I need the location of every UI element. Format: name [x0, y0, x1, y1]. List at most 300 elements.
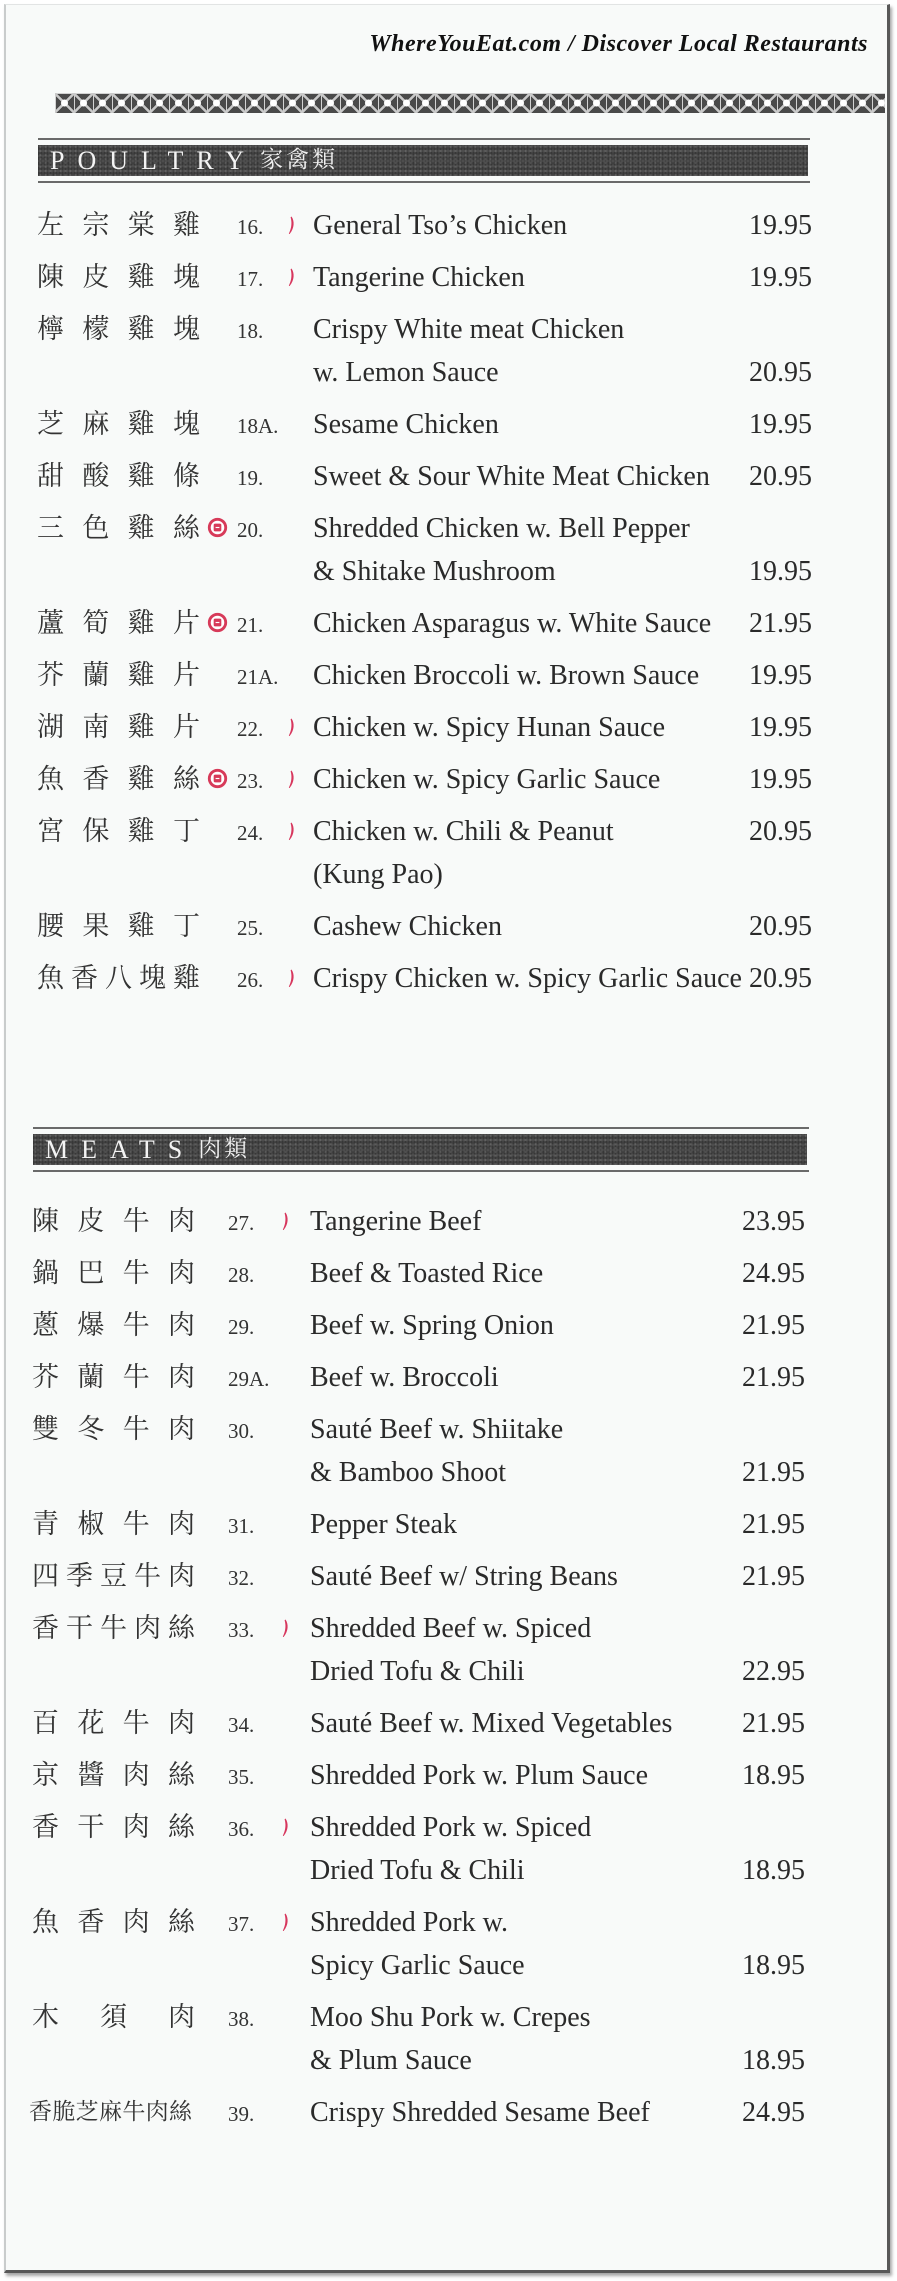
menu-item-29 [32, 1299, 805, 1351]
chinese-character: 色 [82, 512, 110, 544]
item-price: 21.95 [742, 1707, 805, 1739]
chinese-character: 花 [77, 1707, 105, 1739]
item-name-line: Tangerine Chicken [313, 261, 525, 293]
item-name-line: (Kung Pao) [313, 858, 443, 890]
item-name-line: Shredded Chicken w. Bell Pepper [313, 512, 690, 544]
chinese-character: 麻 [82, 408, 110, 440]
chinese-character: 肉 [122, 1759, 150, 1791]
item-price: 20.95 [749, 815, 812, 847]
item-number: 23. [237, 768, 264, 793]
chinese-character: 芥 [37, 659, 64, 691]
chinese-character: 宗 [82, 209, 110, 241]
chinese-character: 皮 [82, 261, 110, 293]
item-name-line: Sauté Beef w. Mixed Vegetables [310, 1707, 673, 1739]
item-name [310, 1996, 805, 2082]
item-number: 24. [237, 820, 264, 845]
item-name-line: Shredded Pork w. Plum Sauce [310, 1759, 649, 1791]
item-number: 21. [237, 612, 264, 637]
menu-item-30 [32, 1403, 805, 1498]
chinese-character: 牛 [100, 1612, 127, 1644]
item-price: 20.95 [749, 910, 812, 942]
item-number: 21A. [237, 664, 279, 689]
header-rule-bottom [38, 181, 810, 183]
chinese-character: 椒 [77, 1508, 105, 1540]
item-name [310, 1408, 805, 1494]
chinese-character: 香 [32, 1612, 59, 1644]
item-price: 18.95 [742, 1759, 805, 1791]
item-name [313, 256, 812, 299]
site-title: WhereYouEat.com / Discover Local Restaurants [369, 31, 868, 57]
item-name [313, 204, 812, 247]
item-chinese-name [37, 507, 200, 550]
menu-item-24 [37, 805, 812, 900]
chinese-character: 肉 [167, 1257, 195, 1289]
chinese-character: 肉 [167, 1413, 195, 1445]
menu-item-37 [32, 1896, 805, 1991]
chinese-character: 果 [82, 910, 110, 942]
chinese-character: 香 [29, 2098, 52, 2125]
item-name [313, 905, 812, 948]
item-name [313, 758, 812, 801]
item-name-line: & Plum Sauce [310, 2044, 472, 2076]
item-price: 18.95 [742, 1854, 805, 1886]
menu-item-18a [37, 398, 812, 450]
item-name [313, 957, 812, 1000]
item-name [313, 810, 812, 896]
item-name-line: & Shitake Mushroom [313, 555, 556, 587]
item-chinese-name [37, 256, 200, 299]
item-chinese-name [37, 654, 200, 697]
chinese-character: 蘆 [37, 607, 64, 639]
chinese-character: 牛 [122, 2098, 146, 2125]
chinese-character: 雞 [172, 209, 200, 241]
item-chinese-name [37, 455, 200, 498]
chinese-character: 三 [37, 512, 64, 544]
chili-pepper-icon [287, 968, 295, 988]
chinese-character: 京 [32, 1759, 59, 1791]
item-chinese-name [37, 308, 200, 351]
chinese-character: 酸 [82, 460, 110, 492]
chinese-character: 條 [172, 460, 200, 492]
item-name [313, 602, 812, 645]
chili-pepper-icon [287, 215, 295, 235]
chinese-character: 絲 [168, 1612, 195, 1644]
item-number: 33. [228, 1617, 255, 1642]
item-price: 19.95 [749, 261, 812, 293]
item-chinese-name [37, 957, 200, 1000]
menu-item-22 [37, 701, 812, 753]
chinese-character: 雙 [32, 1413, 59, 1445]
item-name-line: Sauté Beef w. Shiitake [310, 1413, 564, 1445]
chinese-character: 百 [32, 1707, 59, 1739]
menu-item-25 [37, 900, 812, 952]
item-name [310, 1304, 805, 1347]
item-chinese-name [32, 1607, 195, 1650]
chinese-character: 片 [172, 711, 200, 743]
item-name [310, 1754, 805, 1797]
item-name-line: Moo Shu Pork w. Crepes [310, 2001, 591, 2033]
item-number: 17. [237, 266, 264, 291]
chinese-character: 肉 [167, 1361, 195, 1393]
chinese-character: 雞 [127, 910, 155, 942]
red-circle-special-icon [207, 768, 228, 789]
chinese-character: 肉 [167, 1707, 195, 1739]
item-name-line: & Bamboo Shoot [310, 1456, 507, 1488]
chinese-character: 丁 [172, 910, 200, 942]
item-name [310, 1607, 805, 1693]
section-title-en: POULTRY [50, 146, 258, 175]
menu-item-38 [32, 1991, 805, 2086]
chinese-character: 醬 [77, 1759, 105, 1791]
item-chinese-name [37, 403, 200, 446]
item-price: 22.95 [742, 1655, 805, 1687]
item-chinese-name [32, 1356, 195, 1399]
chinese-character: 木 [32, 2001, 59, 2033]
chinese-character: 芝 [37, 408, 64, 440]
item-name-line: Beef w. Spring Onion [310, 1309, 554, 1341]
item-chinese-name [29, 2091, 192, 2134]
chinese-character: 腰 [37, 910, 64, 942]
item-name [310, 2091, 805, 2134]
item-name-line: Chicken w. Spicy Garlic Sauce [313, 763, 661, 795]
chinese-character: 香 [77, 1906, 105, 1938]
chinese-character: 肉 [167, 1508, 195, 1540]
chinese-character: 牛 [122, 1309, 150, 1341]
chinese-character: 絲 [167, 1906, 195, 1938]
menu-item-34 [32, 1697, 805, 1749]
chinese-character: 牛 [122, 1707, 150, 1739]
chinese-character: 保 [82, 815, 110, 847]
item-name-line: Spicy Garlic Sauce [310, 1949, 525, 1981]
item-price: 21.95 [749, 607, 812, 639]
item-number: 35. [228, 1764, 255, 1789]
item-price: 24.95 [742, 2096, 805, 2128]
item-name [310, 1503, 805, 1546]
chinese-character: 香 [82, 763, 110, 795]
item-chinese-name [37, 204, 200, 247]
item-name [313, 507, 812, 593]
menu-item-33 [32, 1602, 805, 1697]
header-banner [38, 145, 808, 176]
chinese-character: 雞 [127, 261, 155, 293]
chinese-character: 筍 [82, 607, 110, 639]
item-number: 18. [237, 318, 264, 343]
item-number: 25. [237, 915, 264, 940]
item-chinese-name [32, 1304, 195, 1347]
chinese-character: 肉 [122, 1906, 150, 1938]
chinese-character: 左 [37, 209, 64, 241]
chinese-character: 肉 [168, 1560, 195, 1592]
item-chinese-name [32, 1702, 195, 1745]
header-rule-top [33, 1127, 809, 1129]
section-title-en: MEATS [45, 1135, 196, 1164]
chinese-character: 雞 [127, 711, 155, 743]
item-name-line: Beef w. Broccoli [310, 1361, 499, 1393]
item-price: 19.95 [749, 209, 812, 241]
item-number: 38. [228, 2006, 255, 2031]
chili-pepper-icon [281, 1211, 289, 1231]
chinese-character: 八 [105, 962, 132, 994]
menu-item-19 [37, 450, 812, 502]
item-price: 21.95 [742, 1508, 805, 1540]
item-name [310, 1200, 805, 1243]
menu-item-32 [32, 1550, 805, 1602]
item-chinese-name [37, 758, 200, 801]
item-number: 32. [228, 1565, 255, 1590]
chinese-character: 絲 [172, 763, 200, 795]
item-chinese-name [37, 905, 200, 948]
chinese-character: 檸 [37, 313, 64, 345]
menu-item-26 [37, 952, 812, 1004]
chinese-character: 牛 [134, 1560, 161, 1592]
item-name-line: Sweet & Sour White Meat Chicken [313, 460, 710, 492]
chinese-character: 魚 [32, 1906, 59, 1938]
section-title-zh: 肉類 [198, 1136, 251, 1162]
chinese-character: 塊 [172, 408, 200, 440]
chinese-character: 須 [100, 2001, 127, 2033]
chinese-character: 牛 [122, 1508, 150, 1540]
item-price: 19.95 [749, 659, 812, 691]
chinese-character: 四 [32, 1560, 59, 1592]
item-chinese-name [32, 1754, 195, 1797]
item-number: 34. [228, 1712, 255, 1737]
item-name [313, 706, 812, 749]
chinese-character: 青 [32, 1508, 59, 1540]
item-name [313, 654, 812, 697]
item-number: 28. [228, 1262, 255, 1287]
item-name-line: Beef & Toasted Rice [310, 1257, 544, 1289]
chinese-character: 片 [172, 659, 200, 691]
menu-item-16 [37, 199, 812, 251]
item-price: 18.95 [742, 2044, 805, 2076]
chinese-character: 香 [71, 962, 98, 994]
item-name [313, 308, 812, 394]
item-number: 22. [237, 716, 264, 741]
chinese-character: 塊 [172, 261, 200, 293]
chinese-character: 雞 [127, 460, 155, 492]
chinese-character: 脆 [52, 2098, 76, 2125]
item-number: 36. [228, 1816, 255, 1841]
item-name-line: Crispy Chicken w. Spicy Garlic Sauce [313, 962, 742, 994]
meats-items-list [29, 1195, 805, 2138]
item-chinese-name [32, 1200, 195, 1243]
chinese-character: 豆 [100, 1560, 127, 1592]
item-price: 19.95 [749, 555, 812, 587]
item-price: 21.95 [742, 1309, 805, 1341]
item-name-line: General Tso’s Chicken [313, 209, 568, 241]
item-price: 19.95 [749, 711, 812, 743]
decorative-border-band [55, 93, 885, 113]
item-chinese-name [32, 1996, 195, 2039]
menu-item-39 [29, 2086, 805, 2138]
chinese-character: 干 [77, 1811, 105, 1843]
item-price: 21.95 [742, 1560, 805, 1592]
chinese-character: 檬 [82, 313, 110, 345]
item-chinese-name [32, 1503, 195, 1546]
chili-pepper-icon [287, 267, 295, 287]
item-number: 18A. [237, 413, 279, 438]
item-number: 39. [228, 2101, 255, 2126]
item-name [310, 1901, 805, 1987]
chinese-character: 芥 [32, 1361, 59, 1393]
header-rule-bottom [33, 1170, 809, 1172]
chinese-character: 肉 [122, 1811, 150, 1843]
chinese-character: 雞 [127, 815, 155, 847]
chinese-character: 肉 [168, 2001, 195, 2033]
item-price: 19.95 [749, 763, 812, 795]
poultry-section-header [38, 138, 810, 183]
item-name [310, 1702, 805, 1745]
chinese-character: 蘭 [82, 659, 110, 691]
chinese-character: 湖 [37, 711, 64, 743]
chinese-character: 蔥 [32, 1309, 59, 1341]
chinese-character: 干 [66, 1612, 93, 1644]
item-name [310, 1252, 805, 1295]
chinese-character: 南 [82, 711, 110, 743]
chinese-character: 雞 [127, 763, 155, 795]
item-name-line: Dried Tofu & Chili [310, 1854, 525, 1886]
item-price: 20.95 [749, 460, 812, 492]
menu-item-36 [32, 1801, 805, 1896]
item-chinese-name [37, 706, 200, 749]
item-name-line: Tangerine Beef [310, 1205, 482, 1237]
item-number: 29A. [228, 1366, 270, 1391]
section-title-zh: 家禽類 [260, 147, 339, 173]
chinese-character: 肉 [134, 1612, 161, 1644]
menu-item-18 [37, 303, 812, 398]
chinese-character: 芝 [75, 2098, 99, 2125]
item-name-line: Cashew Chicken [313, 910, 502, 942]
chinese-character: 皮 [77, 1205, 105, 1237]
item-name-line: Chicken w. Spicy Hunan Sauce [313, 711, 665, 743]
menu-item-29a [32, 1351, 805, 1403]
chinese-character: 絲 [172, 512, 200, 544]
item-name-line: Chicken Asparagus w. White Sauce [313, 607, 712, 639]
chili-pepper-icon [281, 1817, 289, 1837]
item-name [313, 455, 812, 498]
item-chinese-name [32, 1901, 195, 1944]
chinese-character: 季 [66, 1560, 93, 1592]
item-number: 27. [228, 1210, 255, 1235]
chinese-character: 宮 [37, 815, 64, 847]
item-chinese-name [32, 1555, 195, 1598]
chinese-character: 魚 [37, 962, 64, 994]
menu-item-27 [32, 1195, 805, 1247]
item-number: 26. [237, 967, 264, 992]
item-name-line: Dried Tofu & Chili [310, 1655, 525, 1687]
item-price: 18.95 [742, 1949, 805, 1981]
item-number: 29. [228, 1314, 255, 1339]
item-price: 21.95 [742, 1361, 805, 1393]
chinese-character: 雞 [127, 512, 155, 544]
chinese-character: 魚 [37, 763, 64, 795]
item-chinese-name [37, 810, 200, 853]
chili-pepper-icon [281, 1618, 289, 1638]
item-name-line: Shredded Pork w. Spiced [310, 1811, 592, 1843]
chinese-character: 蘭 [77, 1361, 105, 1393]
header-rule-top [38, 138, 810, 140]
menu-item-21a [37, 649, 812, 701]
chinese-character: 雞 [173, 962, 200, 994]
item-price: 23.95 [742, 1205, 805, 1237]
chinese-character: 陳 [32, 1205, 59, 1237]
item-price: 21.95 [742, 1456, 805, 1488]
item-price: 19.95 [749, 408, 812, 440]
chili-pepper-icon [287, 717, 295, 737]
item-name-line: Sauté Beef w/ String Beans [310, 1560, 618, 1592]
chinese-character: 牛 [122, 1257, 150, 1289]
chinese-character: 雞 [127, 408, 155, 440]
header-banner [33, 1134, 807, 1165]
chinese-character: 絲 [168, 2098, 192, 2125]
chinese-character: 片 [172, 607, 200, 639]
item-number: 19. [237, 465, 264, 490]
chinese-character: 雞 [127, 607, 155, 639]
item-number: 30. [228, 1418, 255, 1443]
chinese-character: 丁 [172, 815, 200, 847]
red-circle-special-icon [207, 517, 228, 538]
chinese-character: 肉 [145, 2098, 169, 2125]
chinese-character: 絲 [167, 1759, 195, 1791]
item-name [310, 1555, 805, 1598]
item-name [310, 1356, 805, 1399]
item-price: 20.95 [749, 962, 812, 994]
menu-item-21 [37, 597, 812, 649]
item-name [313, 403, 812, 446]
poultry-items-list [37, 199, 812, 1004]
item-name-line: Sesame Chicken [313, 408, 499, 440]
chinese-character: 雞 [127, 313, 155, 345]
menu-item-35 [32, 1749, 805, 1801]
item-name-line: Chicken w. Chili & Peanut [313, 815, 614, 847]
item-name-line: Shredded Beef w. Spiced [310, 1612, 592, 1644]
chinese-character: 肉 [167, 1205, 195, 1237]
menu-item-31 [32, 1498, 805, 1550]
menu-item-23 [37, 753, 812, 805]
chinese-character: 香 [32, 1811, 59, 1843]
item-number: 37. [228, 1911, 255, 1936]
item-chinese-name [32, 1252, 195, 1295]
chili-pepper-icon [287, 821, 295, 841]
item-name-line: Crispy White meat Chicken [313, 313, 625, 345]
item-name [310, 1806, 805, 1892]
meats-section-header [33, 1127, 809, 1172]
chinese-character: 棠 [127, 209, 155, 241]
item-name-line: Pepper Steak [310, 1508, 457, 1540]
chinese-character: 牛 [122, 1413, 150, 1445]
item-chinese-name [32, 1408, 195, 1451]
chinese-character: 鍋 [32, 1257, 59, 1289]
item-chinese-name [37, 602, 200, 645]
menu-item-17 [37, 251, 812, 303]
chinese-character: 絲 [167, 1811, 195, 1843]
menu-item-20 [37, 502, 812, 597]
item-name-line: Chicken Broccoli w. Brown Sauce [313, 659, 700, 691]
item-chinese-name [32, 1806, 195, 1849]
item-price: 24.95 [742, 1257, 805, 1289]
chinese-character: 塊 [139, 962, 166, 994]
red-circle-special-icon [207, 612, 228, 633]
item-number: 16. [237, 214, 264, 239]
item-name-line: Crispy Shredded Sesame Beef [310, 2096, 650, 2128]
chili-pepper-icon [281, 1912, 289, 1932]
item-number: 31. [228, 1513, 255, 1538]
chinese-character: 牛 [122, 1361, 150, 1393]
item-name-line: Shredded Pork w. [310, 1906, 509, 1938]
chinese-character: 塊 [172, 313, 200, 345]
chinese-character: 陳 [37, 261, 64, 293]
chinese-character: 雞 [127, 659, 155, 691]
